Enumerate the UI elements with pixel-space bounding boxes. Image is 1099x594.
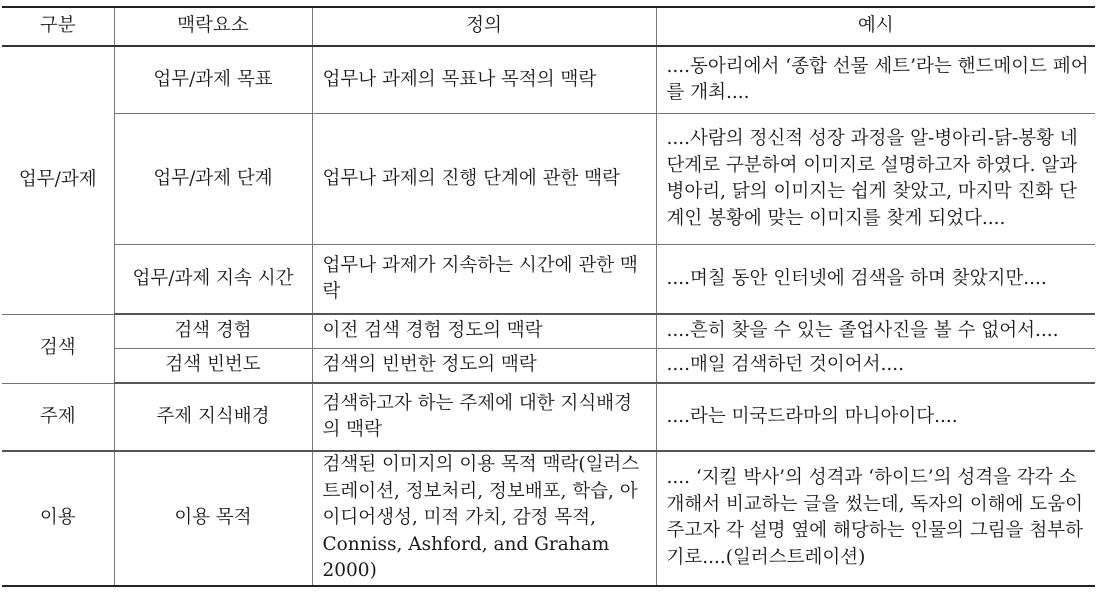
definition-cell: 이전 검색 경험 정도의 맥락 [312, 314, 656, 349]
header-example: 예시 [656, 7, 1095, 46]
context-element-cell: 이용 목적 [114, 451, 312, 586]
table-row [2, 114, 1095, 245]
header-definition: 정의 [312, 7, 656, 46]
context-elements-table [2, 6, 1095, 587]
category-cell: 주제 [2, 383, 114, 451]
example-cell: ....흔히 찾을 수 있는 졸업사진을 볼 수 없어서.... [656, 314, 1095, 349]
example-cell: ....라는 미국드라마의 마니아이다.... [656, 383, 1095, 451]
definition-cell: 업무나 과제가 지속하는 시간에 관한 맥락 [312, 245, 656, 315]
category-cell: 이용 [2, 451, 114, 586]
table-row [2, 451, 1095, 586]
definition-cell: 업무나 과제의 목표나 목적의 맥락 [312, 46, 656, 114]
definition-cell: 검색하고자 하는 주제에 대한 지식배경의 맥락 [312, 383, 656, 451]
context-element-cell: 업무/과제 지속 시간 [114, 245, 312, 315]
context-element-cell: 업무/과제 목표 [114, 46, 312, 114]
category-cell: 업무/과제 [2, 46, 114, 314]
example-cell: .... ‘지킬 박사’의 성격과 ‘하이드’의 성격을 각각 소개해서 비교하는 글을 썼는데, 독자의 이해에 도움이 주고자 각 설명 옆에 해당하는 인물의 그림을 첨부하기로....(일러스트레이션) [656, 451, 1095, 586]
definition-cell: 검색의 빈번한 정도의 맥락 [312, 349, 656, 384]
definition-cell: 검색된 이미지의 이용 목적 맥락(일러스트레이션, 정보처리, 정보배포, 학습, 아이디어생성, 미적 가치, 감정 목적, Conniss, Ashford, and Graham 2000) [312, 451, 656, 586]
example-cell: ....매일 검색하던 것이어서.... [656, 349, 1095, 384]
context-element-cell: 검색 경험 [114, 314, 312, 349]
definition-cell: 업무나 과제의 진행 단계에 관한 맥락 [312, 114, 656, 245]
table-row [2, 314, 1095, 349]
header-category: 구분 [2, 7, 114, 46]
table-row [2, 245, 1095, 315]
context-element-cell: 검색 빈번도 [114, 349, 312, 384]
example-cell: ....사람의 정신적 성장 과정을 알-병아리-닭-봉황 네 단계로 구분하여 이미지로 설명하고자 하였다. 알과 병아리, 닭의 이미지는 쉽게 찾았고, 마지막 진화 단계인 봉황에 맞는 이미지를 찾게 되었다.... [656, 114, 1095, 245]
category-cell: 검색 [2, 314, 114, 383]
example-cell: ....며칠 동안 인터넷에 검색을 하며 찾았지만.... [656, 245, 1095, 315]
table-header-row [2, 7, 1095, 46]
table-row [2, 46, 1095, 114]
example-cell: ....동아리에서 ‘종합 선물 세트’라는 핸드메이드 페어를 개최.... [656, 46, 1095, 114]
context-element-cell: 업무/과제 단계 [114, 114, 312, 245]
table-row [2, 349, 1095, 384]
header-context-element: 맥락요소 [114, 7, 312, 46]
table-row [2, 383, 1095, 451]
context-element-cell: 주제 지식배경 [114, 383, 312, 451]
